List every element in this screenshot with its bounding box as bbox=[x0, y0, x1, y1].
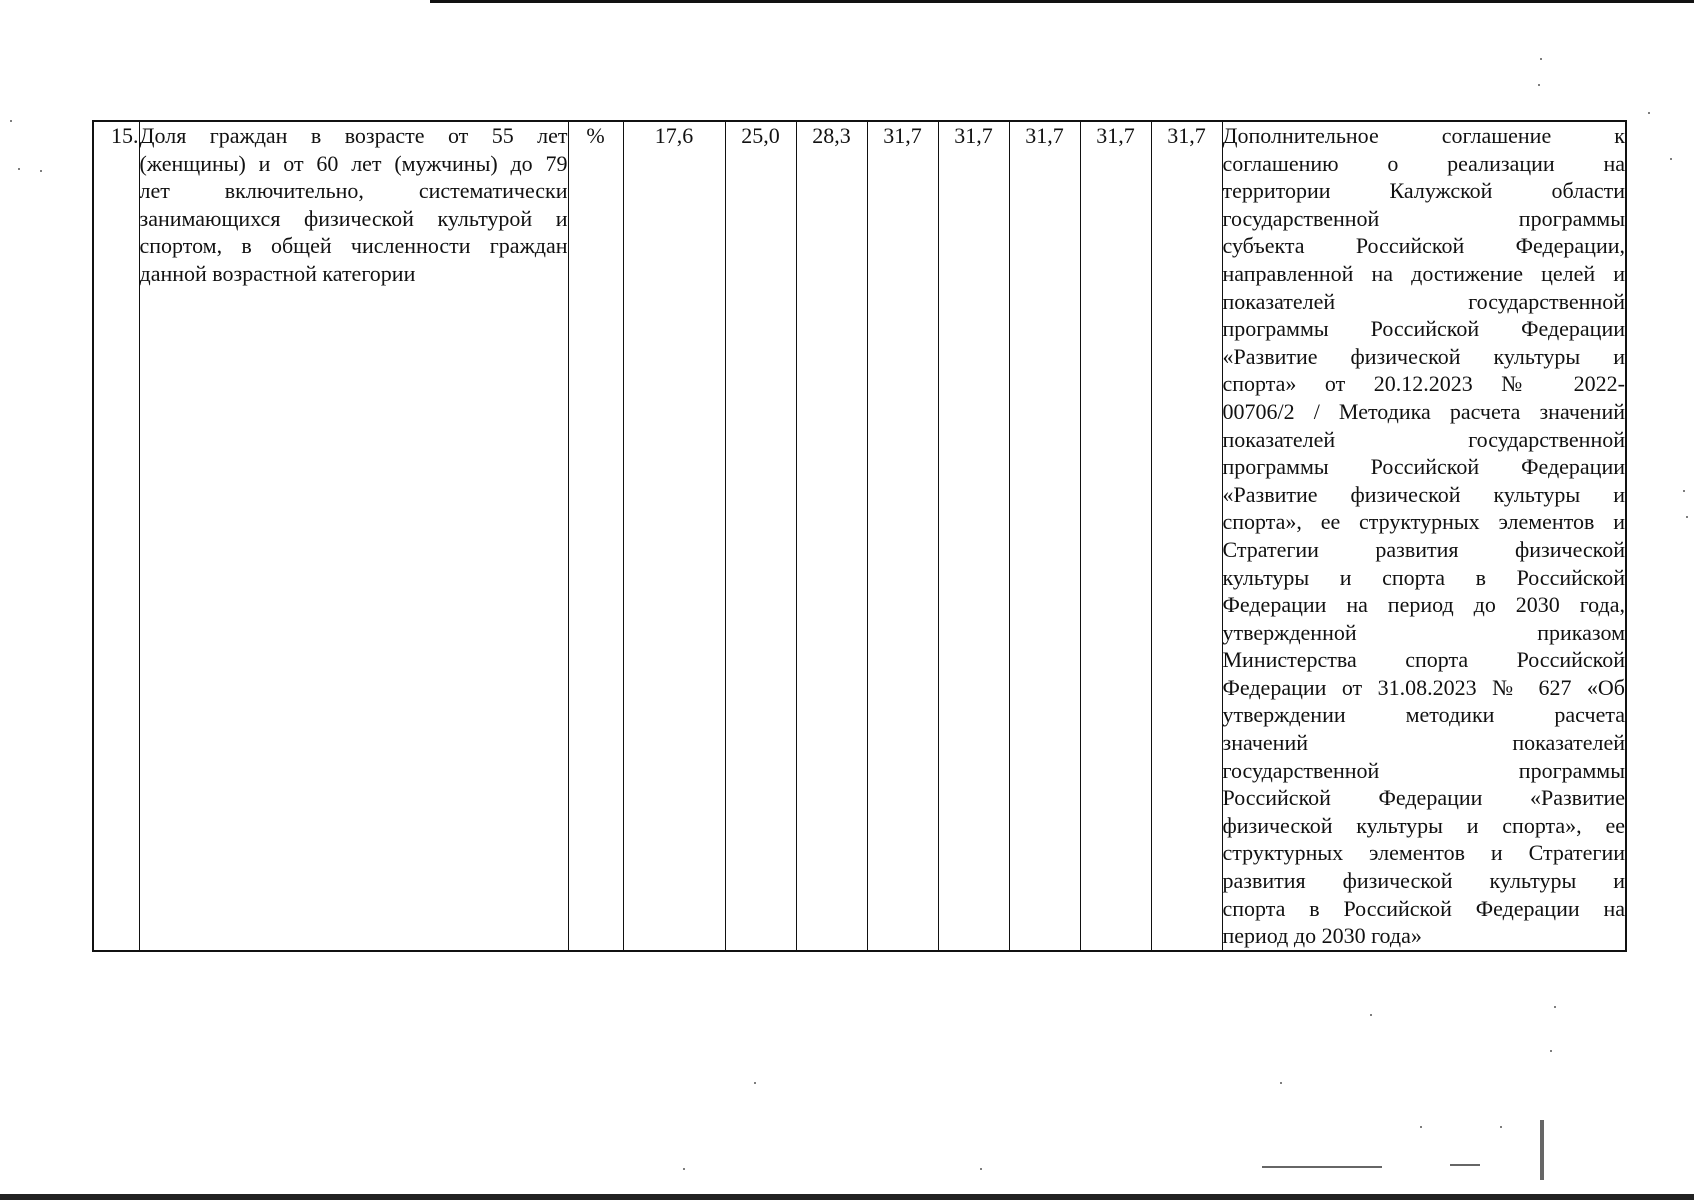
value: 31,7 bbox=[1096, 123, 1135, 148]
source-line: спорта» от 20.12.2023 № 2022- bbox=[1222, 371, 1625, 397]
scan-speck bbox=[1540, 58, 1542, 60]
value-cell bbox=[938, 121, 1009, 951]
table-row bbox=[93, 121, 1626, 951]
indicator-name-cell bbox=[139, 121, 568, 951]
value: 31,7 bbox=[1167, 123, 1206, 148]
source-line: спорта в Российской Федерации на bbox=[1222, 895, 1625, 921]
value-cell bbox=[725, 121, 796, 951]
source-line: физической культуры и спорта», ее bbox=[1222, 812, 1625, 838]
source-line: программы Российской Федерации bbox=[1222, 454, 1625, 480]
source-line: культуры и спорта в Российской bbox=[1222, 564, 1625, 590]
scan-speck bbox=[1648, 112, 1650, 114]
scan-speck bbox=[980, 1168, 982, 1170]
scan-speck bbox=[1554, 1006, 1556, 1008]
scan-dash bbox=[1540, 1120, 1544, 1180]
source-line: Стратегии развития физической bbox=[1222, 536, 1625, 562]
scan-speck bbox=[754, 1082, 756, 1084]
value-cell bbox=[1009, 121, 1080, 951]
scan-speck bbox=[1280, 1082, 1282, 1084]
source-line: Российской Федерации «Развитие bbox=[1222, 785, 1625, 811]
scan-speck bbox=[1500, 1126, 1502, 1128]
scan-speck bbox=[1550, 1050, 1552, 1052]
scan-speck bbox=[1370, 1014, 1372, 1016]
scan-speck bbox=[40, 170, 42, 172]
source-line: спорта», ее структурных элементов и bbox=[1222, 509, 1625, 535]
source-line: значений показателей bbox=[1222, 730, 1625, 756]
scan-speck bbox=[1686, 516, 1688, 518]
source-line: направленной на достижение целей и bbox=[1222, 260, 1625, 286]
scan-edge-top bbox=[430, 0, 1694, 3]
scan-speck bbox=[1670, 158, 1672, 160]
source-line: утвержденной приказом bbox=[1222, 619, 1625, 645]
row-number-cell bbox=[93, 121, 139, 951]
source-line: субъекта Российской Федерации, bbox=[1222, 233, 1625, 259]
scan-dash bbox=[1450, 1164, 1480, 1166]
source-line: «Развитие физической культуры и bbox=[1222, 481, 1625, 507]
scan-edge-bottom bbox=[0, 1194, 1694, 1200]
source-line: территории Калужской области bbox=[1222, 178, 1625, 204]
source-line: государственной программы bbox=[1222, 205, 1625, 231]
value-cell bbox=[796, 121, 867, 951]
source-line: утверждении методики расчета bbox=[1222, 702, 1625, 728]
source-line: Министерства спорта Российской bbox=[1222, 647, 1625, 673]
value-cell bbox=[1151, 121, 1222, 951]
scan-dash bbox=[1262, 1166, 1382, 1168]
unit: % bbox=[586, 123, 605, 148]
source-line: Дополнительное соглашение к bbox=[1222, 123, 1625, 148]
row-number: 15. bbox=[111, 123, 139, 148]
scan-speck bbox=[18, 168, 20, 170]
source-line: 00706/2 / Методика расчета значений bbox=[1222, 398, 1625, 424]
indicator-line: Доля граждан в возрасте от 55 лет bbox=[139, 123, 568, 148]
unit-cell bbox=[568, 121, 623, 951]
value-cell bbox=[623, 121, 725, 951]
source-line: структурных элементов и Стратегии bbox=[1222, 840, 1625, 866]
scan-speck bbox=[1420, 1126, 1422, 1128]
source-line: развития физической культуры и bbox=[1222, 868, 1625, 894]
scan-speck bbox=[10, 120, 12, 122]
value: 25,0 bbox=[741, 123, 780, 148]
source-line: соглашению о реализации на bbox=[1222, 150, 1625, 176]
value: 17,6 bbox=[654, 123, 694, 148]
scan-speck bbox=[683, 1168, 685, 1170]
source-line: Федерации от 31.08.2023 № 627 «Об bbox=[1222, 674, 1625, 700]
value: 31,7 bbox=[883, 123, 922, 148]
indicator-table bbox=[92, 120, 1627, 952]
source-line: «Развитие физической культуры и bbox=[1222, 343, 1625, 369]
source-line: период до 2030 года» bbox=[1222, 923, 1422, 949]
source-document-cell bbox=[1222, 121, 1626, 951]
source-line: Федерации на период до 2030 года, bbox=[1222, 592, 1625, 618]
indicator-line: спортом, в общей численности граждан bbox=[139, 233, 568, 259]
source-line: программы Российской Федерации bbox=[1222, 316, 1625, 342]
indicator-line: данной возрастной категории bbox=[139, 260, 416, 286]
value-cell bbox=[1080, 121, 1151, 951]
indicator-line: лет включительно, систематически bbox=[139, 178, 568, 204]
value: 28,3 bbox=[812, 123, 851, 148]
source-line: показателей государственной bbox=[1222, 426, 1625, 452]
scan-speck bbox=[1538, 84, 1540, 86]
value-cell bbox=[867, 121, 938, 951]
source-line: показателей государственной bbox=[1222, 288, 1625, 314]
value: 31,7 bbox=[1025, 123, 1064, 148]
value: 31,7 bbox=[954, 123, 993, 148]
source-line: государственной программы bbox=[1222, 757, 1625, 783]
indicator-line: занимающихся физической культурой и bbox=[139, 205, 568, 231]
indicator-line: (женщины) и от 60 лет (мужчины) до 79 bbox=[139, 150, 568, 176]
scan-speck bbox=[1683, 490, 1685, 492]
